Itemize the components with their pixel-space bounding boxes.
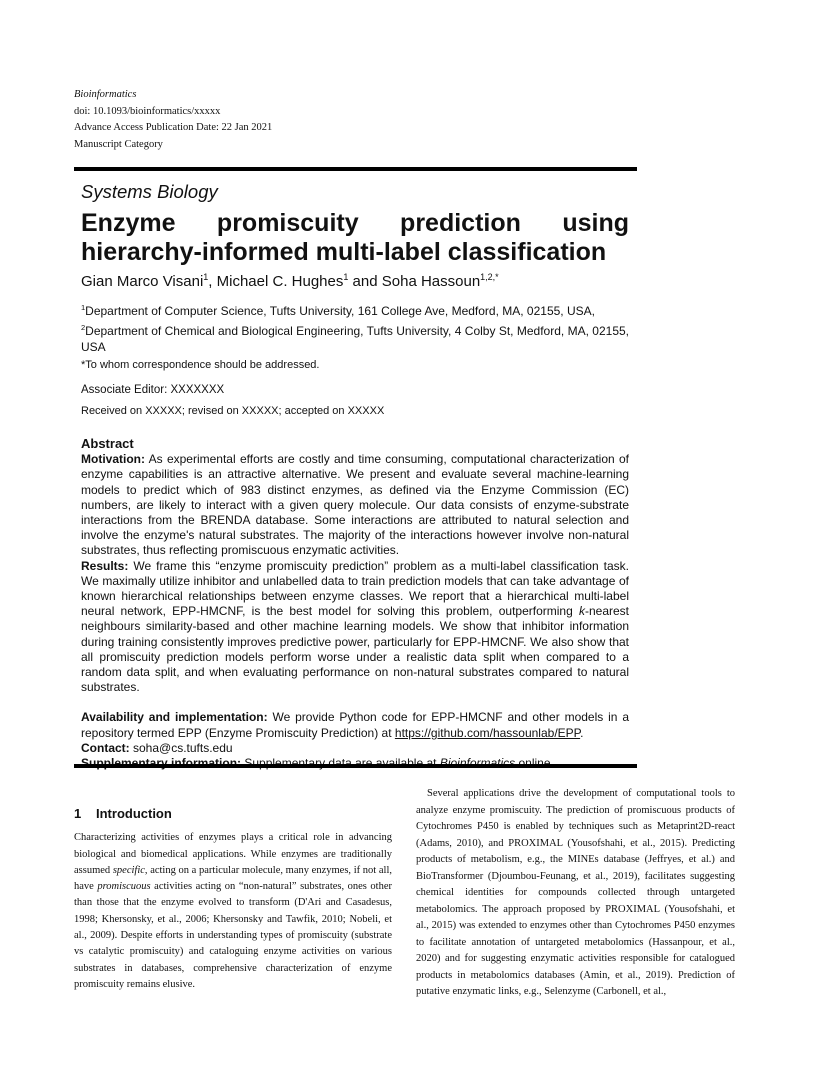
abstract-motivation	[81, 452, 629, 558]
intro-emph-promiscuous: promiscuous	[97, 881, 151, 893]
title-line-2: hierarchy-informed multi-label classification	[81, 238, 607, 266]
affiliation-1: Department of Computer Science, Tufts University, 161 College Ave, Medford, MA, 02155, USA,	[85, 304, 595, 318]
left-column	[74, 806, 392, 993]
bottom-rule	[74, 764, 637, 768]
intro-text: , acting on a particular molecule, many enzymes, if not all, have	[74, 864, 392, 893]
intro-paragraph	[74, 830, 392, 993]
affiliations	[81, 300, 629, 356]
author-name: Soha Hassoun	[381, 273, 481, 290]
author-name: Gian Marco Visani	[81, 273, 204, 290]
right-paragraph: Several applications drive the development of computational tools to analyze enzyme promiscuity. The prediction of promiscuous products of Cytochromes P450 is enabled by techniques such as Metaprint2D-react (Adams, 2010), and PROXIMAL (Yousofshahi, et al., 2015). Predicting products of metabolism, e.g., the MINEs database (Jeffryes, et al.) and BioTransformer (Djoumbou-Feunang, et al., 2019), facilitates suggesting chemical identities for compounds collected through untargeted metabolomics. The approach proposed by PROXIMAL (Yousofshahi, et al., 2015) was extended to enzymes other than Cytochromes P450 enzymes to facilitate annotation of untargeted metabolomics (Hassanpour, et al., 2020) and for suggesting enzymatic activities responsible for catalogued products in metabolomics databases (Amin, et al., 2019). Prediction of putative enzymatic links, e.g., Selenzyme (Carbonell, et al.,	[416, 788, 735, 997]
abstract-contact	[81, 741, 629, 756]
author-affil-marker: 1	[203, 272, 209, 282]
results-k: k	[578, 604, 585, 619]
author-list	[81, 272, 499, 290]
subject-category: Systems Biology	[81, 181, 218, 202]
paper-title	[81, 209, 629, 267]
abstract-availability	[81, 710, 629, 740]
correspondence-note: *To whom correspondence should be addressed.	[81, 359, 320, 371]
motivation-text: As experimental efforts are costly and time consuming, computational characterization of enzyme capabilities is an attractive alternative. We present and evaluate several machine-learning models to predict which of 983 distinct enzymes, as defined via the Enzyme Commission (EC) numbers, are likely to interact with a given query molecule. Our data consists of enzyme-substrate interactions from the BRENDA database. Some interactions are attributed to natural selection and involve the enzyme's natural substrates. The majority of the interactions however involve non-natural substrates, thus reflecting promiscuous enzymatic activities.	[81, 452, 629, 558]
section-number: 1	[74, 806, 82, 821]
manuscript-category: Manuscript Category	[74, 138, 163, 150]
availability-end: .	[580, 725, 584, 740]
journal-name: Bioinformatics	[74, 89, 137, 100]
availability-label: Availability and implementation:	[81, 710, 268, 725]
author-name: Michael C. Hughes	[216, 273, 344, 290]
section-title: Introduction	[96, 806, 172, 821]
repo-link[interactable]: https://github.com/hassounlab/EPP	[394, 725, 581, 740]
associate-editor: Associate Editor: XXXXXXX	[81, 384, 225, 396]
title-line-1: Enzyme promiscuity prediction using	[81, 209, 629, 237]
author-affil-marker: 1	[343, 272, 349, 282]
results-text: We frame this “enzyme promiscuity prediction” problem as a multi-label classification task. We maximally utilize inhibitor and unlabelled data to train prediction models that can take advantage of known hierarchical relationships between enzyme classes. We report that a hierarchical multi-label neural network, EPP-HMCNF, is the best model for solving this problem, outperforming	[81, 558, 629, 619]
motivation-label: Motivation:	[81, 452, 145, 467]
advance-access-date: Advance Access Publication Date: 22 Jan 2021	[74, 122, 273, 133]
results-text-cont: -nearest neighbours similarity-based and other machine learning models. We show that inhibitor information during training consistently improves predictive power, particularly for EPP-HMCNF. We also show that all promiscuity prediction models perform worse under a realistic data split when compared to a random data split, and when evaluating performance on non-natural substrates compared to natural substrates.	[81, 604, 629, 695]
intro-text: activities acting on “non-natural” substrates, ones other than those that the enzyme evolved to transform (D'Ari and Casadesus, 1998; Khersonsky, et al., 2006; Khersonsky and Tawfik, 2010; Nobeli, et al., 2009). Despite efforts in understanding types of promiscuity (substrate vs catalytic promiscuity) and cataloguing enzyme activities on various substrates in databases, comprehensive characterization of enzyme promiscuity remains elusive.	[74, 881, 392, 990]
abstract	[81, 436, 629, 771]
availability-text: We provide Python code for EPP-HMCNF and other models in a repository termed EPP (Enzyme Promiscuity Prediction) at	[81, 710, 629, 740]
abstract-heading: Abstract	[81, 436, 134, 451]
affil-marker: 2	[81, 322, 86, 332]
affiliation-2: Department of Chemical and Biological Engineering, Tufts University, 4 Colby St, Medford, MA, 02155, USA	[81, 323, 629, 354]
section-heading-introduction	[74, 806, 392, 822]
journal-header	[74, 87, 272, 153]
received-dates: Received on XXXXX; revised on XXXXX; accepted on XXXXX	[81, 405, 385, 417]
right-column	[416, 786, 735, 1001]
author-separator: and	[348, 273, 382, 290]
results-label: Results:	[81, 558, 129, 573]
contact-email: soha@cs.tufts.edu	[129, 740, 233, 755]
abstract-spacer	[81, 695, 629, 710]
intro-text: Characterizing activities of enzymes plays a critical role in advancing biological and biomedical applications. While enzymes are traditionally assumed	[74, 832, 392, 876]
top-rule	[74, 167, 637, 171]
doi: doi: 10.1093/bioinformatics/xxxxx	[74, 105, 221, 117]
contact-label: Contact:	[81, 740, 130, 755]
abstract-results	[81, 559, 629, 696]
author-separator: ,	[208, 273, 217, 290]
affil-marker: 1	[81, 303, 86, 312]
author-affil-marker: 1,2,*	[480, 272, 499, 282]
intro-emph-specific: specific	[112, 864, 145, 876]
